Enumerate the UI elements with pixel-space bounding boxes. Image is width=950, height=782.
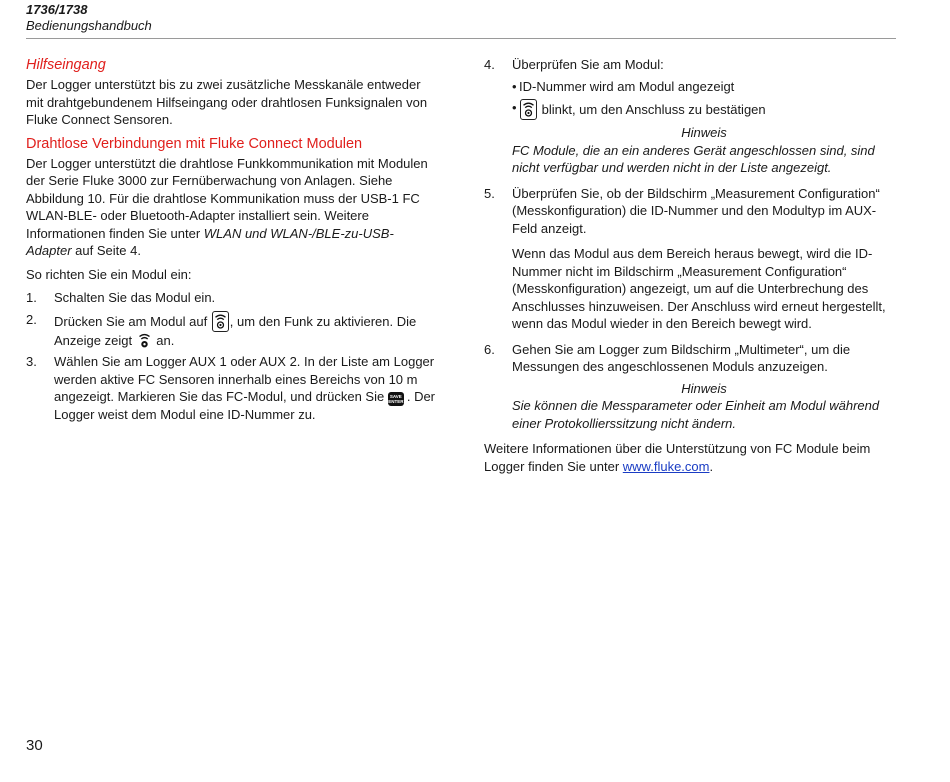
step-3: 3. Wählen Sie am Logger AUX 1 oder AUX 2. In der Liste am Logger werden aktive FC Sensoren innerhalb eines Bereichs von 10 m angezeigt. Markieren Sie das FC-Modul, und drücken Sie SAVE ENTER . Der Logger weist dem Modul eine ID-Nummer zu. (26, 354, 436, 422)
right-column (484, 56, 896, 481)
section-text-hilfseingang: Der Logger unterstützt bis zu zwei zusätzliche Messkanäle entweder mit drahtgebundenem Hilfseingang oder drahtlosen Funksignalen von Fluke Connect Sensoren. (26, 77, 428, 127)
left-column (26, 56, 438, 428)
bullet-blink: • blinkt, um den Anschluss zu bestätigen (484, 99, 896, 120)
closing-paragraph: Weitere Informationen über die Unterstützung von FC Module beim Logger finden Sie unter www.fluke.com. (484, 441, 871, 474)
step-1 (26, 289, 438, 307)
step-number: 1. (26, 290, 37, 305)
manual-title: Bedienungshandbuch (26, 18, 152, 33)
bullet-dot: • (512, 78, 517, 94)
step-5 (484, 185, 896, 238)
bullet-id-number: • ID-Nummer wird am Modul angezeigt (512, 78, 735, 94)
step-2: 2. Drücken Sie am Modul auf , um den Funk zu aktivieren. Die Anzeige zeigt an. (26, 311, 417, 348)
bullet-dot: • (512, 100, 517, 115)
page-header (26, 2, 896, 34)
step-number: 5. (484, 185, 495, 201)
setup-intro: So richten Sie ein Modul ein: (26, 266, 192, 282)
step-6 (484, 341, 896, 376)
header-divider (26, 38, 896, 39)
step-text: Schalten Sie das Modul ein. (54, 290, 216, 305)
step-text: Gehen Sie am Logger zum Bildschirm „Multimeter“, um die Messungen des angeschlossenen Moduls anzuzeigen. (512, 341, 851, 374)
step-number: 6. (484, 341, 495, 357)
page-number: 30 (26, 737, 43, 754)
section-text-wireless: Der Logger unterstützt die drahtlose Funkkommunikation mit Modulen der Serie Fluke 3000 zur Fernüberwachung von Anlagen. Siehe Abbildung 10. Für die drahtlose Kommunikation muss der USB-1 FC WLAN-BLE- oder Bluetooth-Adapter installiert sein. Weitere Informationen finden Sie unter WLAN und WLAN-/BLE-zu-USB-Adapter auf Seite 4. (26, 155, 428, 258)
cross-reference: WLAN und WLAN-/BLE-zu-USB-Adapter (26, 225, 394, 258)
step-number: 3. (26, 354, 37, 369)
model-number: 1736/1738 (26, 2, 88, 17)
step-text: Überprüfen Sie, ob der Bildschirm „Measurement Configuration“ (Messkonfiguration) die ID-Nummer und den Modultyp im AUX-Feld anzeigt. (512, 185, 880, 236)
step-number: 2. (26, 311, 37, 327)
section-title-wireless: Drahtlose Verbindungen mit Fluke Connect Modulen (26, 135, 363, 152)
save-enter-key-icon: SAVE ENTER (388, 394, 404, 404)
section-title-hilfseingang: Hilfseingang (26, 57, 106, 73)
step-text: Überprüfen Sie am Modul: (512, 57, 664, 72)
note-1 (512, 124, 896, 177)
wireless-button-icon (520, 99, 537, 120)
wireless-indicator-icon (138, 332, 151, 349)
note-title: Hinweis (681, 380, 727, 396)
wireless-button-icon (212, 311, 229, 332)
step-5-detail: Wenn das Modul aus dem Bereich heraus bewegt, wird die ID-Nummer nicht im Bildschirm „Measurement Configuration“ (Messkonfiguration) angezeigt, um auf die Unterbrechung des Anschlusses hinzuweisen. Der Anschluss wird erneut hergestellt, wenn das Modul wieder in den Bereich bewegt wird. (512, 246, 886, 331)
note-title: Hinweis (681, 125, 727, 140)
step-number: 4. (484, 57, 495, 72)
note-text: FC Module, die an ein anderes Gerät angeschlossen sind, sind nicht verfügbar und werden nicht in der Liste angezeigt. (512, 142, 875, 175)
fluke-website-link[interactable]: www.fluke.com (622, 458, 710, 474)
note-text: Sie können die Messparameter oder Einheit am Modul während einer Protokollierssitzung nicht ändern. (512, 398, 880, 431)
step-4 (484, 56, 896, 74)
note-2 (512, 380, 896, 433)
